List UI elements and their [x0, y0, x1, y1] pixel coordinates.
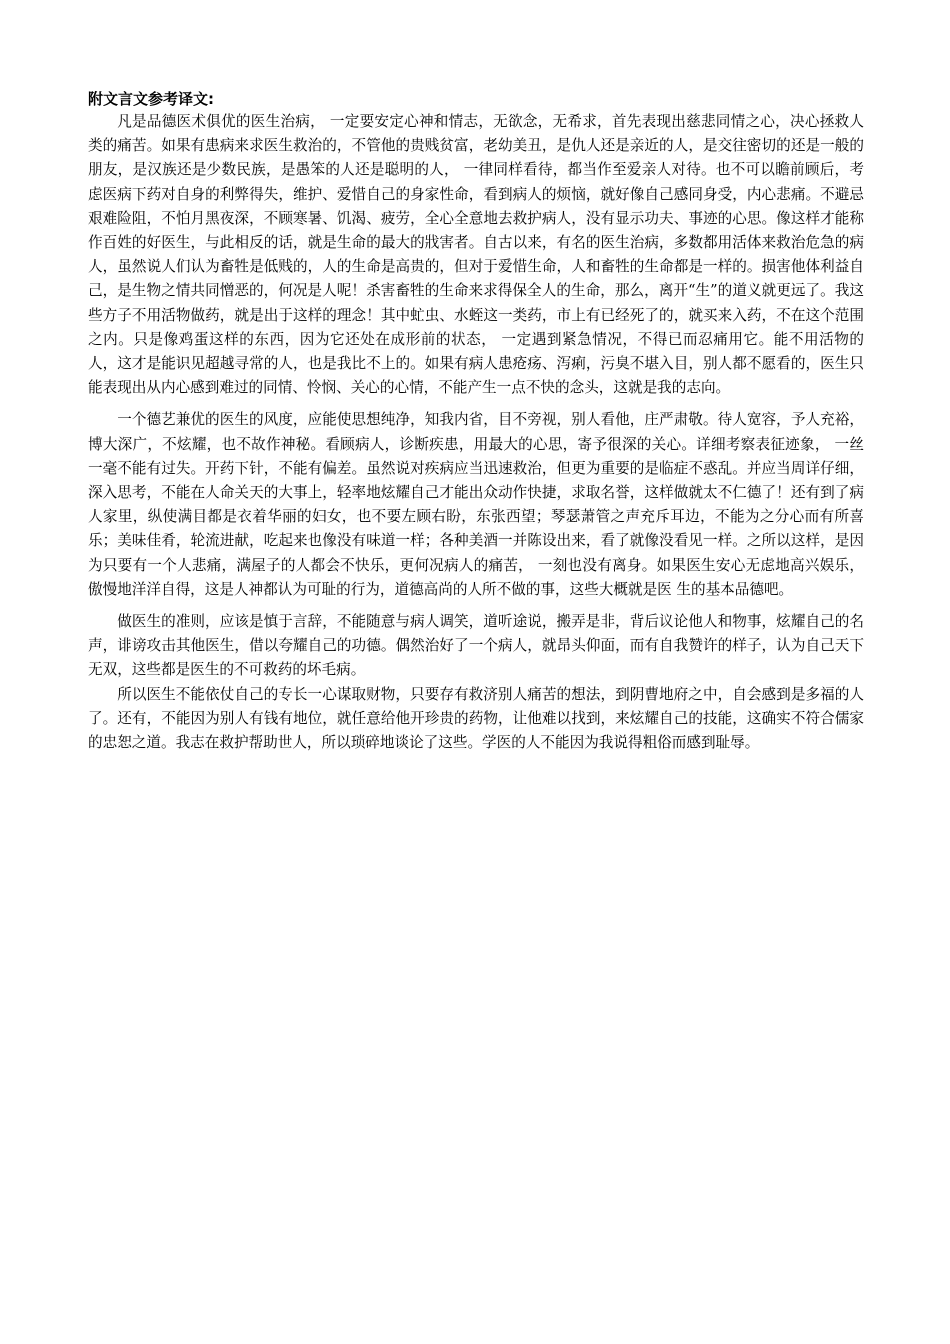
document-page	[88, 88, 864, 763]
paragraph-4: 所以医生不能依仗自己的专长一心谋取财物，只要存有救济别人痛苦的想法，到阴曹地府之中，自会感到是多福的人了。还有，不能因为别人有钱有地位，就任意给他开珍贵的药物，让他难以找到，来炫耀自己的技能，这确实不符合儒家的忠恕之道。我志在救护帮助世人，所以琐碎地谈论了这些。学医的人不能因为我说得粗俗而感到耻辱。	[88, 685, 864, 752]
paragraph-1: 凡是品德医术俱优的医生治病， 一定要安定心神和情志，无欲念，无希求，首先表现出慈悲同情之心，决心拯救人类的痛苦。如果有患病来求医生救治的，不管他的贵贱贫富，老幼美丑，是仇人还是亲近的人，是交往密切的还是一般的朋友，是汉族还是少数民族，是愚笨的人还是聪明的人， 一律同样看待，都当作至爱亲人对待。也不可以瞻前顾后，考虑医病下药对自身的利弊得失，维护、爱惜自己的身家性命，看到病人的烦恼，就好像自己感同身受，内心悲痛。不避忌艰难险阻，不怕月黑夜深，不顾寒暑、饥渴、疲劳，全心全意地去救护病人，没有显示功夫、事迹的心思。像这样才能称作百姓的好医生，与此相反的话，就是生命的最大的戕害者。自古以来，有名的医生治病，多数都用活体来救治危急的病人，虽然说人们认为畜牲是低贱的，人的生命是高贵的，但对于爱惜生命，人和畜牲的生命都是一样的。损害他体利益自己，是生物之情共同憎恶的，何况是人呢！杀害畜牲的生命来求得保全人的生命，那么，离开“生”的道义就更远了。我这些方子不用活物做药，就是出于这样的理念！其中虻虫、水蛭这一类药，市上有已经死了的，就买来入药，不在这个范围之内。只是像鸡蛋这样的东西，因为它还处在成形前的状态， 一定遇到紧急情况，不得已而忍痛用它。能不用活物的人，这才是能识见超越寻常的人，也是我比不上的。如果有病人患疮疡、泻痢，污臭不堪入目，别人都不愿看的，医生只能表现出从内心感到难过的同情、怜悯、关心的心情，不能产生一点不快的念头，这就是我的志向。	[88, 113, 864, 397]
paragraph-3: 做医生的准则，应该是慎于言辞，不能随意与病人调笑，道听途说，搬弄是非，背后议论他人和物事，炫耀自己的名声，诽谤攻击其他医生，借以夸耀自己的功德。偶然治好了一个病人，就昂头仰面，而有自我赞许的样子，认为自己天下无双，这些都是医生的不可救药的坏毛病。	[88, 613, 864, 679]
paragraph-2: 一个德艺兼优的医生的风度，应能使思想纯净，知我内省，目不旁视，别人看他，庄严肃敬。待人宽容，予人充裕，博大深广，不炫耀，也不故作神秘。看顾病人，诊断疾患，用最大的心思，寄予很深的关心。详细考察表征迹象， 一丝一毫不能有过失。开药下针，不能有偏差。虽然说对疾病应当迅速救治，但更为重要的是临症不惑乱。并应当周详仔细，深入思考，不能在人命关天的大事上，轻率地炫耀自己才能出众动作快捷，求取名誉，这样做就太不仁德了！还有到了病人家里，纵使满目都是衣着华丽的妇女，也不要左顾右盼，东张西望；琴瑟萧管之声充斥耳边，不能为之分心而有所喜乐；美味佳肴，轮流进献，吃起来也像没有味道一样；各种美酒一并陈设出来，看了就像没看见一样。之所以这样，是因为只要有一个人悲痛，满屋子的人都会不快乐，更何况病人的痛苦， 一刻也没有离身。如果医生安心无虑地高兴娱乐，傲慢地洋洋自得，这是人神都认为可耻的行为，道德高尚的人所不做的事，这些大概就是医 生的基本品德吧。	[88, 411, 864, 598]
document-heading: 附文言文参考译文:	[88, 90, 214, 108]
